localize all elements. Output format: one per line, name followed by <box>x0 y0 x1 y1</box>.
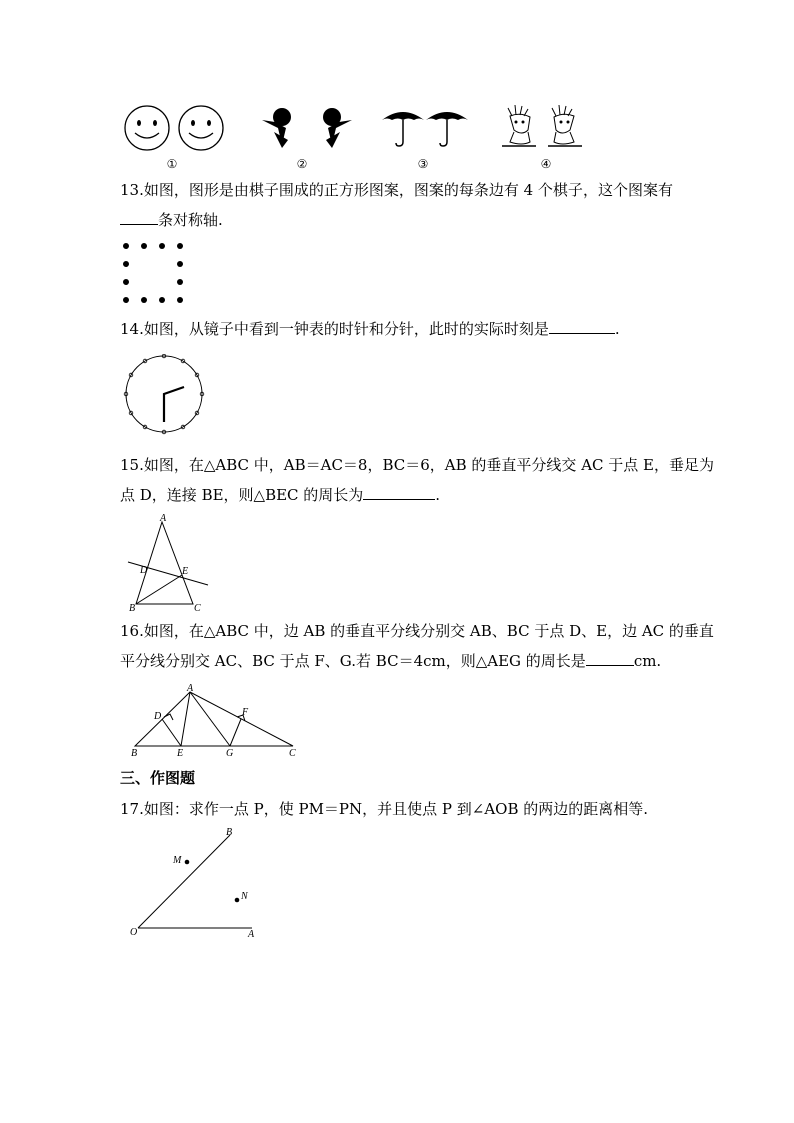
question-17-text: 17.如图：求作一点 P，使 PM＝PN，并且使点 P 到∠AOB 的两边的距离相等. <box>120 800 649 818</box>
vertex-b-label: B <box>129 603 136 614</box>
answer-blank-13[interactable] <box>120 209 158 225</box>
point-f-label: F <box>242 707 249 718</box>
point-d-label: D <box>154 711 162 722</box>
answer-blank-14[interactable] <box>549 318 615 334</box>
question-13-line-1: 13.如图，图形是由棋子围成的正方形图案，图案的每条边有 4 个棋子，这个图案有 <box>120 181 673 199</box>
vertex-c-label: C <box>194 603 201 614</box>
figure-label-4: ④ <box>540 157 552 171</box>
question-13-line-2-text: 条对称轴. <box>158 211 223 229</box>
umbrella-pair-icon <box>382 112 468 146</box>
point-d-label: D <box>140 565 148 576</box>
section-title-drawing: 三、作图题 <box>120 769 196 787</box>
answer-blank-16[interactable] <box>586 650 634 666</box>
question-15-line-2: 点 D，连接 BE，则△BEC 的周长为 . <box>120 486 441 504</box>
vertex-c-label: C <box>289 748 296 759</box>
question-16-line-2: 平分线分别交 AC、BC 于点 F、G.若 BC＝4cm，则△AEG 的周长是 cm. <box>120 652 662 670</box>
triangle-abc-figure-15 <box>120 512 220 614</box>
question-16-line-1: 16.如图，在△ABC 中，边 AB 的垂直平分线分别交 AB、BC 于点 D、E，边 AC 的垂直 <box>120 622 714 640</box>
point-e-label: E <box>177 748 184 759</box>
smiley-face-right-icon <box>179 106 223 150</box>
angle-aob-figure <box>120 825 270 940</box>
sketch-figure-pair-icon <box>502 105 582 146</box>
question-13-line-2 <box>120 209 223 230</box>
point-b-label: B <box>226 827 233 838</box>
smiley-face-left-icon <box>125 106 169 150</box>
question-15-line-1: 15.如图，在△ABC 中，AB＝AC＝8，BC＝6，AB 的垂直平分线交 AC 于点 E，垂足为 <box>120 456 714 474</box>
vertex-a-label: A <box>160 513 167 524</box>
figure-pair-icon <box>262 108 352 148</box>
chess-piece-square-figure <box>118 240 188 310</box>
symmetry-figures-row <box>110 100 610 175</box>
point-n-label: N <box>241 891 248 902</box>
figure-label-3: ③ <box>417 157 429 171</box>
point-m-label: M <box>173 855 182 866</box>
point-g-label: G <box>226 748 234 759</box>
mirror-clock-figure <box>122 354 208 436</box>
answer-blank-15[interactable] <box>363 484 435 500</box>
vertex-o-label: O <box>130 927 138 938</box>
triangle-abc-figure-16 <box>125 680 310 760</box>
question-14-text: 14.如图，从镜子中看到一钟表的时针和分针，此时的实际时刻是 . <box>120 320 620 338</box>
vertex-b-label: B <box>131 748 138 759</box>
point-e-label: E <box>182 566 189 577</box>
vertex-a-label: A <box>187 683 194 694</box>
figure-label-1: ① <box>166 157 178 171</box>
figure-label-2: ② <box>296 157 308 171</box>
point-a-label: A <box>248 929 255 940</box>
